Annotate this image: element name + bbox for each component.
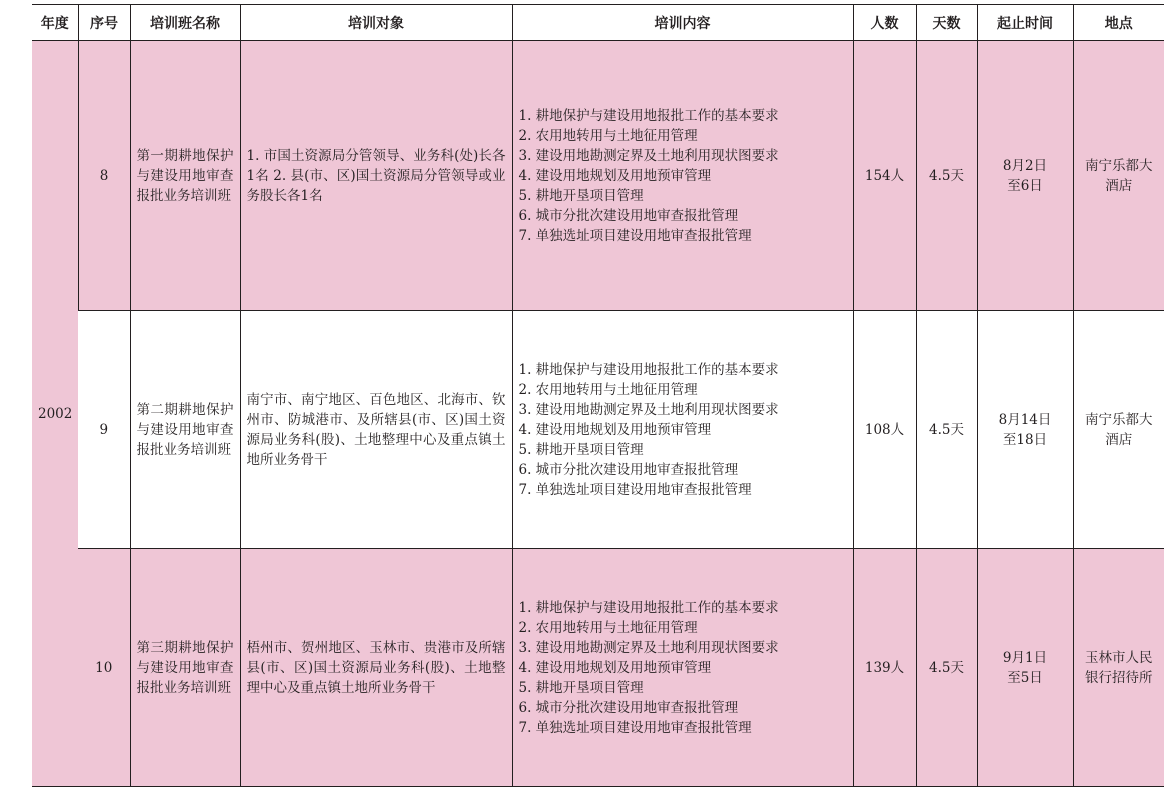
period-start: 8月14日 (998, 411, 1052, 428)
period (977, 311, 1073, 549)
period-end: 至18日 (1002, 431, 1048, 448)
content-item: 2. 农用地转用与土地征用管理 (518, 127, 698, 144)
training-content (512, 311, 853, 549)
content-item: 6. 城市分批次建设用地审查报批管理 (518, 461, 739, 478)
training-content (512, 549, 853, 787)
content-item: 4. 建设用地规划及用地预审管理 (518, 659, 712, 676)
training-name-text: 第三期耕地保护与建设用地审查报批业务培训班 (136, 639, 234, 696)
content-item: 5. 耕地开垦项目管理 (518, 187, 644, 204)
days-count: 4.5天 (916, 41, 977, 311)
header-period: 起止时间 (977, 5, 1073, 41)
content-item: 5. 耕地开垦项目管理 (518, 441, 644, 458)
table-row (32, 311, 1164, 549)
content-item: 7. 单独选址项目建设用地审查报批管理 (518, 719, 752, 736)
training-name-text: 第二期耕地保护与建设用地审查报批业务培训班 (136, 401, 234, 458)
people-count: 139人 (853, 549, 916, 787)
training-target (240, 549, 512, 787)
content-item: 2. 农用地转用与土地征用管理 (518, 381, 698, 398)
training-target (240, 41, 512, 311)
period-start: 8月2日 (1002, 157, 1048, 174)
table-row (32, 41, 1164, 311)
header-year: 年度 (32, 5, 78, 41)
row-no: 9 (78, 311, 130, 549)
location: 南宁乐都大酒店 (1073, 311, 1164, 549)
content-item: 3. 建设用地勘测定界及土地利用现状图要求 (518, 639, 779, 656)
header-days: 天数 (916, 5, 977, 41)
table-row (32, 549, 1164, 787)
header-row (32, 5, 1164, 41)
row-no: 10 (78, 549, 130, 787)
period (977, 549, 1073, 787)
training-name (130, 41, 240, 311)
content-item: 5. 耕地开垦项目管理 (518, 679, 644, 696)
row-no: 8 (78, 41, 130, 311)
training-content (512, 41, 853, 311)
content-item: 3. 建设用地勘测定界及土地利用现状图要求 (518, 401, 779, 418)
period-end: 至6日 (1007, 177, 1043, 194)
header-target: 培训对象 (240, 5, 512, 41)
period (977, 41, 1073, 311)
people-count: 154人 (853, 41, 916, 311)
days-count: 4.5天 (916, 549, 977, 787)
content-item: 2. 农用地转用与土地征用管理 (518, 619, 698, 636)
header-name: 培训班名称 (130, 5, 240, 41)
training-target (240, 311, 512, 549)
content-item: 1. 耕地保护与建设用地报批工作的基本要求 (518, 599, 779, 616)
training-name (130, 549, 240, 787)
days-count: 4.5天 (916, 311, 977, 549)
content-item: 6. 城市分批次建设用地审查报批管理 (518, 699, 739, 716)
location: 玉林市人民银行招待所 (1073, 549, 1164, 787)
people-count: 108人 (853, 311, 916, 549)
training-name (130, 311, 240, 549)
training-target-text: 1. 市国土资源局分管领导、业务科(处)长各1名 2. 县(市、区)国土资源局分管领导或业务股长各1名 (246, 147, 506, 204)
location: 南宁乐都大酒店 (1073, 41, 1164, 311)
training-target-text: 南宁市、南宁地区、百色地区、北海市、钦州市、防城港市、及所辖县(市、区)国土资源局业务科(股)、土地整理中心及重点镇土地所业务骨干 (246, 391, 506, 468)
header-content: 培训内容 (512, 5, 853, 41)
header-location: 地点 (1073, 5, 1164, 41)
content-item: 7. 单独选址项目建设用地审查报批管理 (518, 481, 752, 498)
content-item: 3. 建设用地勘测定界及土地利用现状图要求 (518, 147, 779, 164)
period-end: 至5日 (1007, 669, 1043, 686)
training-table (32, 4, 1164, 787)
period-start: 9月1日 (1002, 649, 1048, 666)
content-item: 4. 建设用地规划及用地预审管理 (518, 167, 712, 184)
content-item: 7. 单独选址项目建设用地审查报批管理 (518, 227, 752, 244)
content-item: 4. 建设用地规划及用地预审管理 (518, 421, 712, 438)
training-name-text: 第一期耕地保护与建设用地审查报批业务培训班 (136, 147, 234, 204)
content-item: 1. 耕地保护与建设用地报批工作的基本要求 (518, 107, 779, 124)
header-people: 人数 (853, 5, 916, 41)
content-item: 1. 耕地保护与建设用地报批工作的基本要求 (518, 361, 779, 378)
year-cell: 2002 (32, 41, 78, 787)
content-item: 6. 城市分批次建设用地审查报批管理 (518, 207, 739, 224)
header-no: 序号 (78, 5, 130, 41)
training-target-text: 梧州市、贺州地区、玉林市、贵港市及所辖县(市、区)国土资源局业务科(股)、土地整理中心及重点镇土地所业务骨干 (246, 639, 506, 696)
